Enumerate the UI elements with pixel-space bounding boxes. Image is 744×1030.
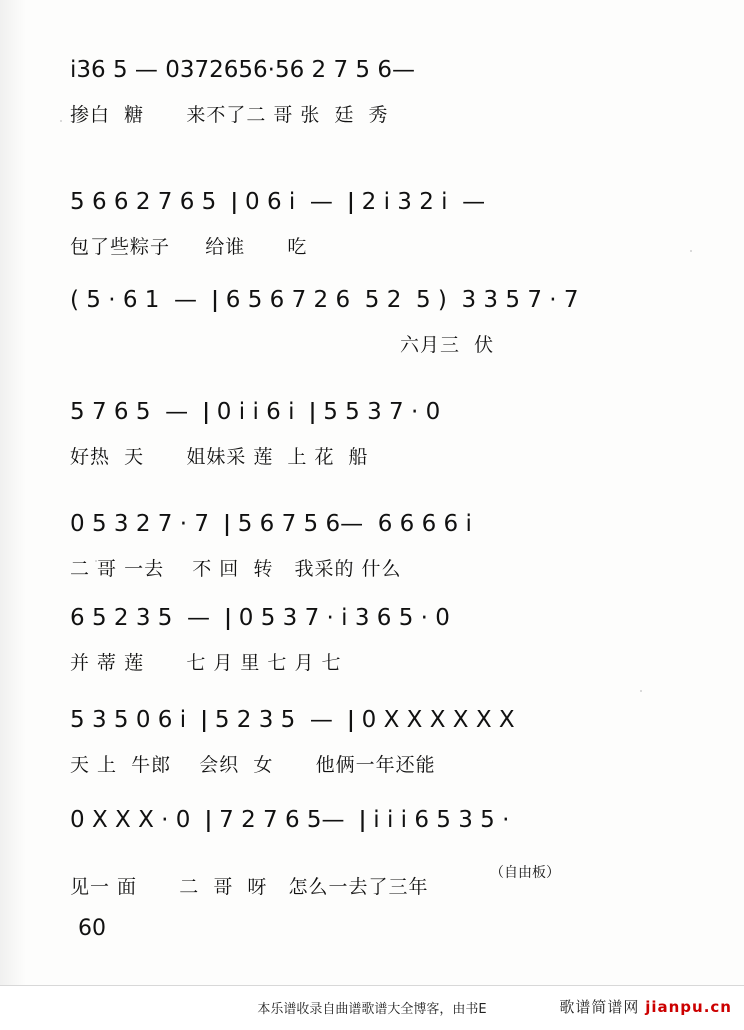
notation-line: 5 7 6 5 — ǀ 0 i i 6 i ǀ 5 5 3 7 · 0 (70, 399, 441, 425)
free-beat-marking: （自由板） (490, 865, 560, 881)
lyric-line: 并 蒂 莲 七 月 里 七 月 七 (70, 652, 342, 675)
notation-line: i36 5 — 0372656·56 2 7 5 6— (70, 57, 416, 83)
watermark-cn: 歌谱简谱网 (559, 998, 640, 1016)
lyric-line: 见一 面 二 哥 呀 怎么一去了三年 (70, 876, 429, 899)
notation-line: 0 X X X · 0 ǀ 7 2 7 6 5— ǀ i i i 6 5 3 5 · (70, 807, 510, 833)
watermark-en: jianpu.cn (645, 998, 732, 1016)
page-number: 60 (78, 916, 106, 941)
score-system-4 (70, 400, 670, 469)
score-system-1 (70, 58, 670, 127)
score-system-2 (70, 190, 670, 259)
notation-line: 6 5 2 3 5 — ǀ 0 5 3 7 · i 3 6 5 · 0 (70, 605, 450, 631)
score-system-3 (70, 288, 670, 357)
score-system-6 (70, 606, 670, 675)
lyric-line: 好热 天 姐妹采 莲 上 花 船 (70, 446, 369, 469)
lyric-line: 二 哥 一去 不 回 转 我采的 什么 (70, 558, 402, 581)
site-watermark (559, 996, 732, 1017)
lyric-line: 天 上 牛郎 会织 女 他俩一年还能 (70, 754, 436, 777)
lyric-line: 六月三 伏 (400, 334, 495, 357)
score-system-8 (70, 808, 670, 899)
lyric-line: 掺白 糖 来不了二 哥 张 廷 秀 (70, 104, 389, 127)
notation-line: 0 5 3 2 7 · 7 ǀ 5 6 7 5 6— 6 6 6 6 i (70, 511, 472, 537)
notation-line: 5 3 5 0 6 i ǀ 5 2 3 5 — ǀ 0 X X X X X X (70, 707, 515, 733)
footer-credit-text: 本乐谱收录自曲谱歌谱大全博客，由书E (257, 1002, 487, 1017)
notation-line: ( 5 · 6 1 — ǀ 6 5 6 7 2 6 5 2 5 ) 3 3 5 7 · 7 (70, 287, 579, 313)
score-system-5 (70, 512, 670, 581)
page-footer (0, 985, 744, 1030)
score-system-7 (70, 708, 670, 777)
lyric-line: 包了些粽子 给谁 吃 (70, 236, 308, 259)
notation-line: 5 6 6 2 7 6 5 ǀ 0 6 i — ǀ 2 i 3 2 i — (70, 189, 486, 215)
